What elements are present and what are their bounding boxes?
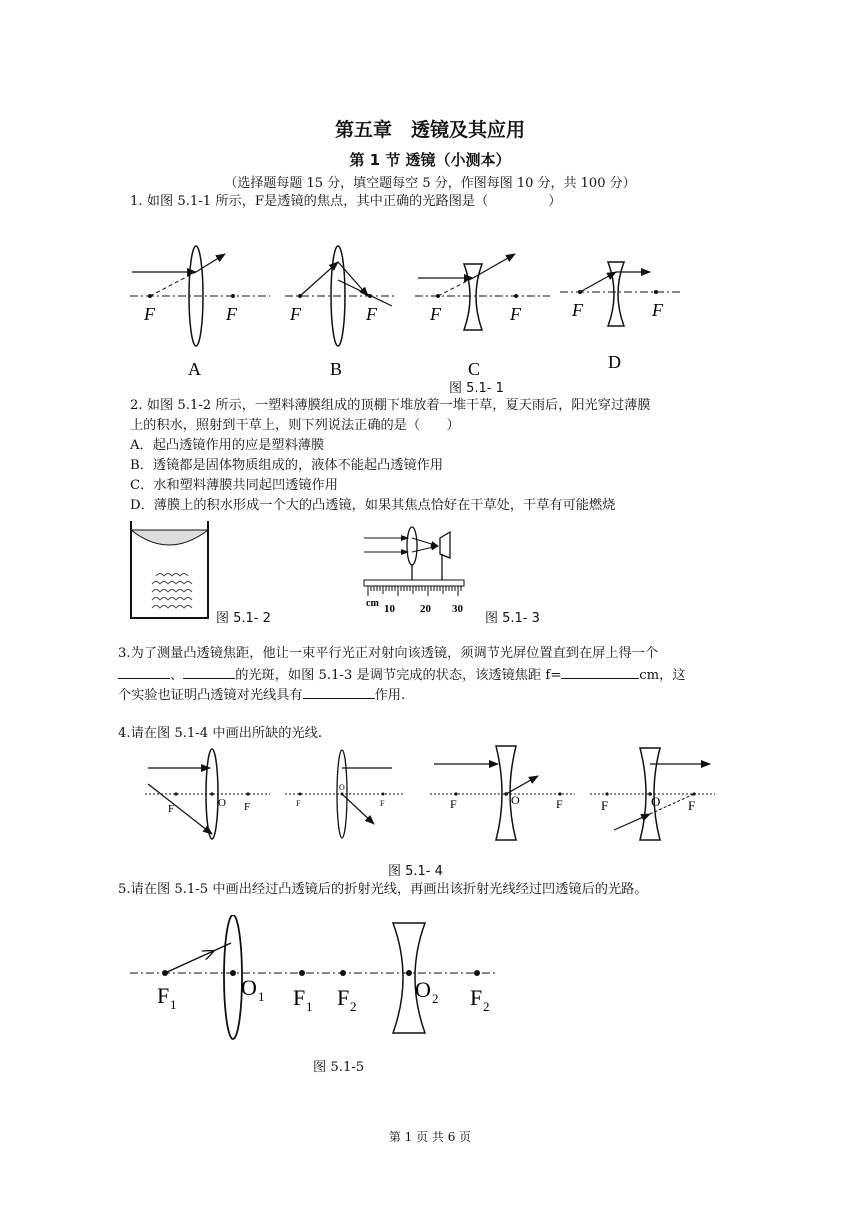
q5-center-o2: O	[415, 977, 431, 1002]
option-b-diagram	[285, 246, 395, 379]
q4-d3-focus-left: F	[450, 797, 457, 811]
option-d-diagram	[560, 262, 680, 372]
option-a-focus-right: F	[226, 304, 237, 324]
question-2-line-2: 上的积水，照射到干草上，则下列说法正确的是（ ）	[130, 418, 460, 433]
q5-focus-f2-right: F	[470, 985, 483, 1010]
q4-d4-focus-left: F	[601, 798, 609, 813]
q4-d2-focus-right: F	[380, 799, 385, 808]
option-c-diagram	[415, 254, 550, 379]
question-3-line-1: 3.为了测量凸透镜焦距，他让一束平行光正对射向该透镜，须调节光屏位置直到在屏上得一个	[118, 646, 659, 661]
option-d-label: D	[608, 352, 621, 372]
q4-d4-center: O	[651, 794, 661, 809]
q5-center-o2-sub: 2	[432, 991, 439, 1006]
q5-focus-f1-right-sub: 1	[306, 999, 313, 1014]
ruler-tick-30: 30	[452, 603, 463, 615]
blank-effect[interactable]	[303, 684, 375, 699]
q5-focus-f1-left: F	[157, 983, 170, 1008]
option-d-focus-left: F	[572, 300, 583, 320]
q5-focus-f1-right: F	[293, 985, 306, 1010]
question-3-line-3: 个实验也证明凸透镜对光线具有 作用.	[118, 684, 405, 706]
question-1-text: 1. 如图 5.1-1 所示，F是透镜的焦点，其中正确的光路图是（	[130, 194, 489, 209]
q4-d1-center: O	[218, 797, 226, 809]
q4-d3-center: O	[511, 793, 520, 807]
option-a-label: A	[188, 359, 201, 379]
q5-focus-f2-left: F	[337, 985, 350, 1010]
question-2-option-b: B．透镜都是固体物质组成的，液体不能起凸透镜作用	[130, 458, 444, 473]
blank-2[interactable]	[183, 664, 235, 679]
q5-focus-f1-left-sub: 1	[170, 997, 177, 1012]
blank-1[interactable]	[118, 664, 170, 679]
question-2-option-a: A．起凸透镜作用的应是塑料薄膜	[130, 438, 325, 453]
figure-5-1-1-caption: 图 5.1- 1	[449, 381, 504, 396]
page-footer: 第 1 页 共 6 页	[388, 1130, 472, 1144]
q5-center-o1-sub: 1	[258, 989, 265, 1004]
option-a-focus-left: F	[144, 304, 155, 324]
q5-focus-f2-left-sub: 2	[350, 999, 357, 1014]
ruler-tick-20: 20	[420, 603, 431, 615]
figure-5-1-4	[140, 744, 720, 844]
option-c-label: C	[468, 359, 481, 379]
q4-diagram-1	[145, 749, 270, 839]
figure-5-1-3	[360, 522, 470, 622]
q4-d3-focus-right: F	[556, 797, 563, 811]
figure-5-1-2-caption: 图 5.1- 2	[216, 611, 271, 626]
section-title: 第 1 节 透镜（小测本）	[349, 151, 511, 169]
q4-d4-focus-right: F	[688, 798, 696, 813]
question-4-text: 4.请在图 5.1-4 中画出所缺的光线.	[118, 726, 323, 741]
question-2-line-1: 2. 如图 5.1-2 所示，一塑料薄膜组成的顶棚下堆放着一堆干草，夏天雨后，阳光穿过薄膜	[130, 398, 651, 413]
q4-diagram-3	[430, 746, 575, 840]
ruler-tick-10: 10	[384, 603, 395, 615]
ruler-unit: cm	[366, 598, 379, 609]
q4-diagram-2	[285, 750, 405, 838]
question-5-text: 5.请在图 5.1-5 中画出经过凸透镜后的折射光线，再画出该折射光线经过凹透镜后的光路。	[118, 882, 648, 897]
q4-d1-focus-left: F	[168, 803, 175, 815]
figure-5-1-1	[120, 240, 700, 380]
scoring-note: （选择题每题 15 分，填空题每空 5 分，作图每图 10 分，共 100 分）	[224, 176, 636, 191]
option-a-diagram	[130, 246, 270, 379]
question-2-option-c: C．水和塑料薄膜共同起凹透镜作用	[130, 478, 338, 493]
option-c-focus-left: F	[430, 304, 441, 324]
q4-d1-focus-right: F	[244, 801, 251, 813]
option-b-focus-left: F	[290, 304, 301, 324]
figure-5-1-4-caption: 图 5.1- 4	[388, 864, 443, 879]
option-b-label: B	[330, 359, 343, 379]
option-b-focus-right: F	[366, 304, 377, 324]
question-1: 1. 如图 5.1-1 所示，F是透镜的焦点，其中正确的光路图是（ ）	[130, 194, 562, 209]
figure-5-1-3-caption: 图 5.1- 3	[485, 611, 540, 626]
figure-5-1-2	[128, 518, 213, 622]
q5-center-o1: O	[241, 975, 257, 1000]
question-3-line-2: 、 的光斑，如图 5.1-3 是调节完成的状态，该透镜焦距 f= cm，这	[118, 664, 686, 686]
q5-focus-f2-right-sub: 2	[483, 999, 490, 1014]
q4-d2-center: O	[339, 783, 345, 792]
question-2-option-d: D．薄膜上的积水形成一个大的凸透镜，如果其焦点恰好在干草处，干草有可能燃烧	[130, 498, 616, 513]
blank-focal-length[interactable]	[561, 664, 639, 679]
option-d-focus-right: F	[652, 300, 663, 320]
q4-d2-focus-left: F	[296, 799, 301, 808]
q4-diagram-4	[590, 748, 715, 840]
option-c-focus-right: F	[510, 304, 521, 324]
figure-5-1-5	[125, 915, 510, 1045]
chapter-title: 第五章 透镜及其应用	[334, 119, 525, 141]
figure-5-1-5-caption: 图 5.1-5	[313, 1060, 365, 1075]
